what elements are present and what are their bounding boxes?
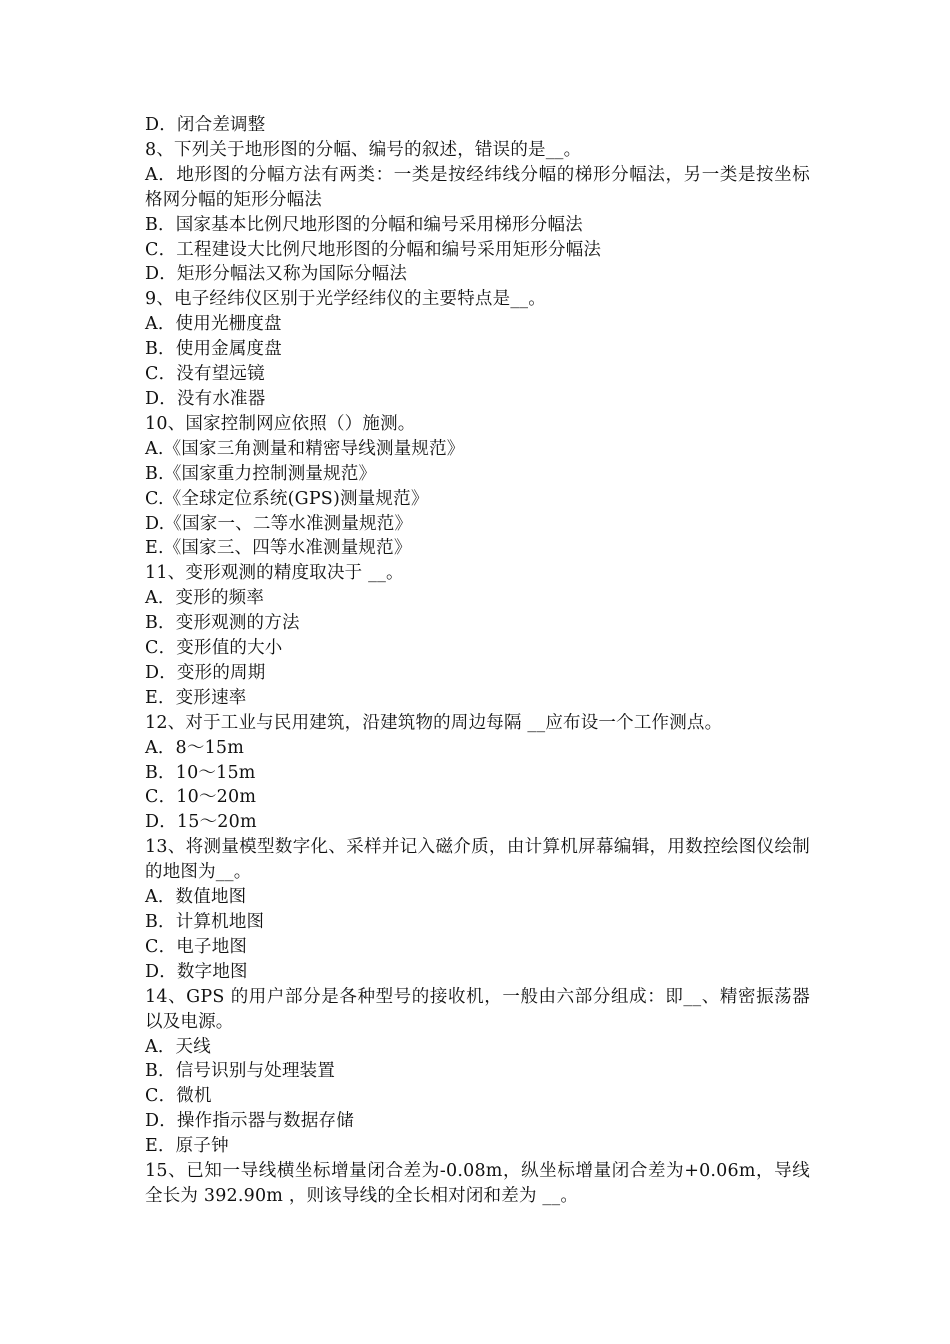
- question-10: 10、国家控制网应依照（）施测。: [145, 413, 416, 434]
- question-12: 12、对于工业与民用建筑，沿建筑物的周边每隔 __应布设一个工作测点。: [145, 712, 723, 733]
- option-c-q12: C．10～20m: [145, 787, 257, 808]
- option-a-q8: A．地形图的分幅方法有两类：一类是按经纬线分幅的梯形分幅法，另一类是按坐标格网分幅的矩形分幅法: [145, 164, 810, 210]
- question-14: 14、GPS 的用户部分是各种型号的接收机，一般由六部分组成：即__、精密振荡器以及电源。: [145, 986, 810, 1032]
- document-page: [145, 113, 810, 1209]
- question-11: 11、变形观测的精度取决于 __。: [145, 563, 404, 584]
- option-d-q13: D．数字地图: [145, 961, 248, 982]
- option-d-q12: D．15～20m: [145, 812, 257, 833]
- option-a-q13: A．数值地图: [145, 887, 247, 908]
- option-c-q8: C．工程建设大比例尺地形图的分幅和编号采用矩形分幅法: [145, 239, 602, 260]
- question-9: 9、电子经纬仪区别于光学经纬仪的主要特点是__。: [145, 289, 546, 310]
- option-c-q10: C.《全球定位系统(GPS)测量规范》: [145, 488, 429, 509]
- option-c-q9: C．没有望远镜: [145, 364, 265, 385]
- option-b-q10: B.《国家重力控制测量规范》: [145, 463, 377, 484]
- option-e-q10: E.《国家三、四等水准测量规范》: [145, 538, 412, 559]
- option-b-q11: B．变形观测的方法: [145, 613, 300, 634]
- option-d-q8: D．矩形分幅法又称为国际分幅法: [145, 264, 408, 285]
- option-d-q14: D．操作指示器与数据存储: [145, 1111, 354, 1132]
- question-13: 13、将测量模型数字化、采样并记入磁介质，由计算机屏幕编辑，用数控绘图仪绘制的地图为__。: [145, 837, 810, 883]
- question-8: 8、下列关于地形图的分幅、编号的叙述，错误的是__。: [145, 139, 582, 160]
- option-c-q13: C．电子地图: [145, 936, 248, 957]
- option-e-q11: E．变形速率: [145, 687, 247, 708]
- option-d-q11: D．变形的周期: [145, 662, 266, 683]
- question-15: 15、已知一导线横坐标增量闭合差为-0.08m，纵坐标增量闭合差为+0.06m，导线全长为 392.90m ，则该导线的全长相对闭和差为 __。: [145, 1161, 810, 1206]
- option-c-q14: C．微机: [145, 1086, 212, 1107]
- option-e-q14: E．原子钟: [145, 1136, 229, 1157]
- option-b-q8: B．国家基本比例尺地形图的分幅和编号采用梯形分幅法: [145, 214, 583, 235]
- option-a-q11: A．变形的频率: [145, 588, 265, 609]
- option-b-q13: B．计算机地图: [145, 912, 265, 932]
- option-a-q14: A．天线: [145, 1036, 211, 1057]
- option-d-q7: D．闭合差调整: [145, 115, 266, 135]
- option-a-q12: A．8～15m: [145, 737, 245, 758]
- option-d-q9: D．没有水准器: [145, 388, 266, 409]
- option-b-q9: B．使用金属度盘: [145, 339, 282, 360]
- option-d-q10: D.《国家一、二等水准测量规范》: [145, 513, 413, 534]
- option-b-q12: B．10～15m: [145, 762, 256, 783]
- option-c-q11: C．变形值的大小: [145, 638, 283, 659]
- option-a-q10: A.《国家三角测量和精密导线测量规范》: [145, 438, 465, 459]
- option-b-q14: B．信号识别与处理装置: [145, 1061, 336, 1082]
- option-a-q9: A．使用光栅度盘: [145, 314, 282, 335]
